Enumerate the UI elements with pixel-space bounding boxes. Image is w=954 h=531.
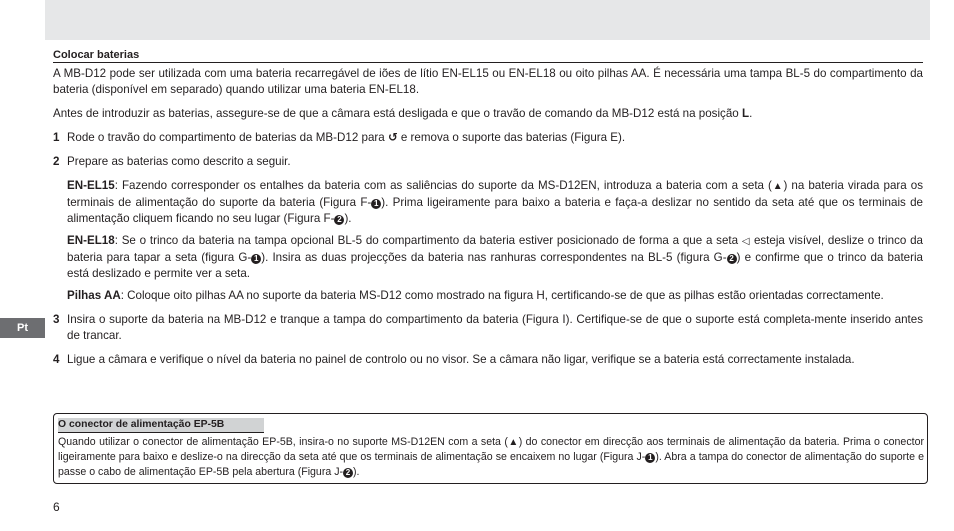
step-number: 1 bbox=[53, 131, 60, 144]
enel15-label: EN-EL15 bbox=[67, 179, 115, 192]
circle-1-icon: 1 bbox=[371, 199, 381, 209]
step-text: Insira o suporte da bateria na MB-D12 e tranque a tampa do compartimento da bateria (Figura I). Certifique-se de que o suporte está completa-mente inserido antes de trancar. bbox=[67, 313, 923, 342]
intro2-text: Antes de introduzir as baterias, assegure-se de que a câmara está desligada e que o travão de comando da MB-D12 está na posição bbox=[53, 107, 742, 120]
enel18-text-2: esteja visível, deslize o trinco da bateria para tapar a seta (figura G- bbox=[67, 234, 924, 264]
language-tab: Pt bbox=[0, 318, 45, 338]
intro-paragraph-1: A MB-D12 pode ser utilizada com uma bateria recarregável de iões de lítio EN-EL15 ou EN-EL18 ou oito pilhas AA. É necessária uma tampa BL-5 do compartimento da bateria (disponível em separado) quando utilizar uma bateria EN-EL18. bbox=[53, 67, 923, 96]
circle-2-icon: 2 bbox=[334, 215, 344, 225]
step1-text-b: e remova o suporte das baterias (Figura E). bbox=[397, 131, 626, 144]
step-1 bbox=[53, 130, 923, 146]
circle-2-icon: 2 bbox=[343, 468, 353, 478]
note-title: O conector de alimentação EP-5B bbox=[58, 418, 264, 433]
sub-enel15 bbox=[67, 178, 923, 227]
note-text-4: ). bbox=[353, 466, 360, 478]
aa-label: Pilhas AA bbox=[67, 289, 121, 302]
circle-1-icon: 1 bbox=[645, 453, 655, 463]
step-text: Prepare as baterias como descrito a seguir. bbox=[67, 155, 291, 168]
page-number: 6 bbox=[53, 500, 60, 514]
intro2-end: . bbox=[749, 107, 753, 120]
enel18-text-3: ). Insira as duas projecções da bateria nas ranhuras correspondentes na BL-5 (figura G- bbox=[261, 251, 727, 264]
enel18-label: EN-EL18 bbox=[67, 234, 115, 247]
sub-aa bbox=[67, 288, 923, 304]
aa-text: : Coloque oito pilhas AA no suporte da bateria MS-D12 como mostrado na figura H, certificando-se de que as pilhas estão orientadas correctamente. bbox=[120, 289, 884, 302]
step-number: 3 bbox=[53, 313, 60, 326]
intro-paragraph-2 bbox=[53, 106, 923, 122]
arrow-up-icon: ▲ bbox=[771, 181, 784, 192]
arrow-left-icon: ◁ bbox=[741, 236, 751, 247]
step-number: 2 bbox=[53, 155, 60, 168]
note-box bbox=[53, 413, 928, 484]
enel18-text-4: ) e confirme que o trinco da bateria está deslizado e permite ver a seta. bbox=[67, 251, 923, 280]
step1-text-a: Rode o travão do compartimento de baterias da MB-D12 para bbox=[67, 131, 388, 144]
header-bar bbox=[45, 0, 930, 40]
section-title: Colocar baterias bbox=[53, 48, 923, 63]
circle-2-icon: 2 bbox=[727, 254, 737, 264]
arrow-up-icon: ▲ bbox=[507, 437, 519, 448]
lock-position-label: L bbox=[741, 107, 750, 120]
enel15-text-4: ). bbox=[344, 212, 352, 225]
step-2 bbox=[53, 154, 923, 170]
step-4 bbox=[53, 352, 923, 368]
step-number: 4 bbox=[53, 353, 60, 366]
sub-enel18 bbox=[67, 233, 923, 282]
step-3 bbox=[53, 312, 923, 344]
main-content bbox=[53, 48, 923, 376]
step-text bbox=[67, 130, 923, 146]
note-text bbox=[58, 435, 924, 480]
enel15-text-3: ). Prima ligeiramente para baixo a bateria e faça-a deslizar no sentido da seta até que os terminais de alimentação cliquem ficando no seu lugar (Figura F- bbox=[67, 196, 923, 225]
note-text-2: ) do conector em direcção aos terminais de alimentação da bateria. Prima o conector ligeiramente para baixo e deslize-o na direcção da seta até que os terminais de alimentação se encaixem no lugar (Figura J- bbox=[58, 436, 924, 463]
note-text-1: Quando utilizar o conector de alimentação EP-5B, insira-o no suporte MS-D12EN com a seta ( bbox=[58, 436, 508, 448]
step-text: Ligue a câmara e verifique o nível da bateria no painel de controlo ou no visor. Se a câmara não ligar, verifique se a bateria está correctamente instalada. bbox=[67, 353, 855, 366]
note-text-3: ). Abra a tampa do conector de alimentação do suporte e passe o cabo de alimentação EP-5B pela abertura (Figura J- bbox=[58, 451, 924, 478]
circle-1-icon: 1 bbox=[251, 254, 261, 264]
rotate-icon: ↺ bbox=[387, 131, 398, 144]
enel18-text-1: : Se o trinco da bateria na tampa opcional BL-5 do compartimento da bateria estiver posicionado de forma a que a seta bbox=[114, 234, 742, 247]
enel15-text-1: : Fazendo corresponder os entalhes da bateria com as saliências do suporte da MS-D12EN, introduza a bateria com a seta ( bbox=[114, 179, 772, 192]
enel15-text-2: ) na bateria virada para os terminais de alimentação do suporte da bateria (Figura F- bbox=[67, 179, 924, 209]
